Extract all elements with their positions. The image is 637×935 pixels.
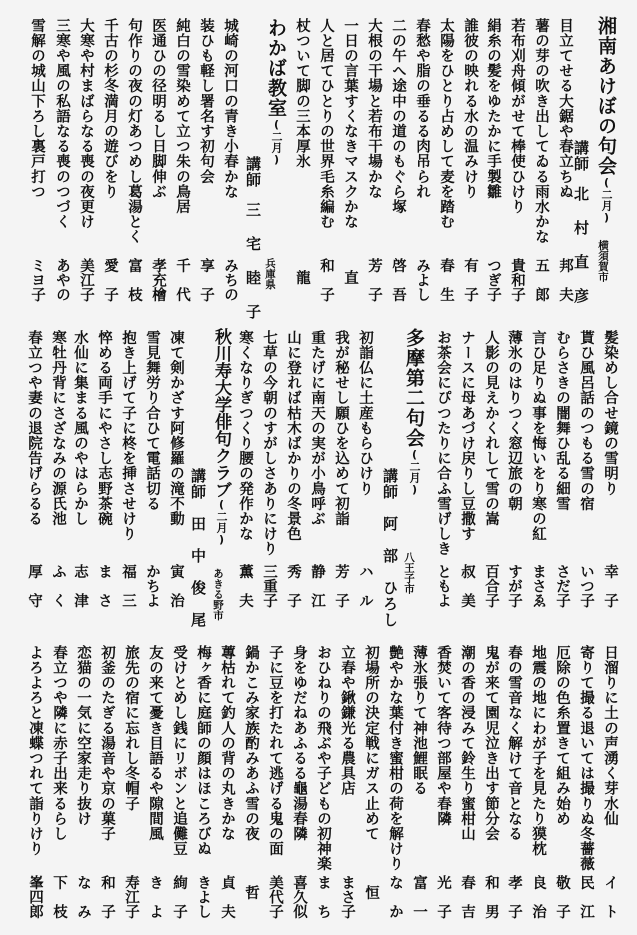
poem-author: ともよ xyxy=(435,564,451,608)
poem-text: 凍て剣かざす阿修羅の滝不動 xyxy=(168,330,184,527)
poem-author: 和 子 xyxy=(99,875,115,919)
section-title-akigawa-kotobuki xyxy=(209,328,233,546)
poem-author: ま さ xyxy=(96,564,112,608)
poem-author: 有 子 xyxy=(462,258,478,302)
poem-text: ナースに母あづけ戻りし豆撒す xyxy=(459,330,475,542)
poem-text: 艶やかな葉付き蜜柑の荷を解けり xyxy=(387,645,403,872)
poem-text: 大根の干場と若布干場かな xyxy=(366,18,382,200)
poem-text: よろよろと凍蝶つれて詣りけり xyxy=(27,645,43,857)
poem-text: 杖ついて脚の三本厚氷 xyxy=(294,18,310,169)
poem-author: 富 枝 xyxy=(126,258,142,302)
poem-text: 純白の雪染めて立つ朱の鳥居 xyxy=(174,18,190,215)
poem-author: 哲 xyxy=(243,885,259,900)
poem-author: 叔 美 xyxy=(459,564,475,608)
poem-text: 若布刈舟傾がせて棒使ひけり xyxy=(509,18,525,215)
poem-text: 山に登れば枯木ばかりの冬景色 xyxy=(285,330,301,542)
teacher-label: 講師 xyxy=(189,468,207,500)
poem-text: 絹糸の髪をゆたかに手製雛 xyxy=(485,18,501,200)
poem-author: 幸 子 xyxy=(602,564,618,608)
section-title-shonan-akebono xyxy=(594,16,618,224)
poem-text: 太陽をひとり占めして麦を踏む xyxy=(438,18,454,230)
poem-author: な み xyxy=(75,875,91,919)
poem-author: 千 代 xyxy=(174,258,190,302)
poem-text: 悴める両手にやさし志野茶碗 xyxy=(96,330,112,527)
poem-author: ミヨ子 xyxy=(29,258,45,302)
teacher-label: 講師 xyxy=(244,156,262,188)
poem-text: 受けとめし銭にリボンと追儺豆 xyxy=(171,645,187,857)
poem-author: 直 xyxy=(342,270,358,285)
poem-text: 初詣仏に土産もらひけり xyxy=(357,330,373,497)
poem-text: 薄氷張りて神池鯉眠る xyxy=(411,645,427,796)
poem-author: ふ く xyxy=(50,564,66,608)
poem-author: 民 江 xyxy=(578,875,594,919)
section-month: (二月) xyxy=(408,448,421,496)
poem-author: 富 一 xyxy=(411,875,427,919)
poem-author: 啓 吾 xyxy=(390,258,406,302)
poem-author: 寅 治 xyxy=(168,564,184,608)
poem-author: 志 津 xyxy=(72,564,88,608)
poem-text: 身をゆだねあふるる龜湯春隣 xyxy=(291,645,307,842)
poem-text: 香焚いて客待つ部屋や春隣 xyxy=(435,645,451,827)
teacher-place: 八王子市 xyxy=(403,552,415,594)
poem-author: 貴和子 xyxy=(509,258,525,302)
poem-text: 春立つや隣に赤子出来るらし xyxy=(51,645,67,842)
poem-text: 初場所の決定戦にガス止めて xyxy=(363,645,379,842)
poem-text: 重たげに南天の実が小鳥呼ぶ xyxy=(309,330,325,527)
poem-author: 静 江 xyxy=(309,564,325,608)
teacher-name: 田 中 俊 尾 xyxy=(189,516,207,628)
poem-text: 梅ヶ香に庭師の顔はほころびぬ xyxy=(195,645,211,857)
poem-author: いつ子 xyxy=(578,564,594,608)
poem-text: お茶会にぴつたりに合ふ雪げしき xyxy=(435,330,451,557)
poem-author: 薫 夫 xyxy=(237,564,253,608)
band-middle xyxy=(0,328,637,628)
poem-author: 良 治 xyxy=(530,875,546,919)
section-title-tama-daini xyxy=(402,328,426,496)
band-bottom xyxy=(0,645,637,935)
poem-author: き よ xyxy=(147,875,163,919)
poem-text: おひねりの飛ぶや子どもの初神楽 xyxy=(315,645,331,872)
poem-author: 享 子 xyxy=(198,258,214,302)
poem-text: 一日の言葉すくなきマスクかな xyxy=(342,18,358,230)
poem-text: 大寒や村まばらなる喪の夜更け xyxy=(78,18,94,230)
teacher-name: 北 村 直 彦 xyxy=(572,186,590,305)
poem-author: ハ ル xyxy=(357,564,373,608)
poem-text: 鍋かこみ家族酌みあふ雪の夜 xyxy=(243,645,259,842)
poem-author: 孝充檜 xyxy=(150,258,166,302)
poem-text: 雪解の城山下ろし裏戸打つ xyxy=(29,18,45,200)
poem-author: みちの xyxy=(222,258,238,302)
section-title-text: 多摩第二句会 xyxy=(403,328,425,448)
poem-author: 百合子 xyxy=(483,564,499,608)
poem-text: 子に豆を打たれて逃げる鬼の面 xyxy=(267,645,283,857)
poem-text: 誰彼の映れる水の温みけり xyxy=(462,18,478,200)
poem-author: 芳 子 xyxy=(333,564,349,608)
section-title-text: わかば教室 xyxy=(265,18,287,118)
section-title-wakaba xyxy=(264,18,288,166)
poem-author: ま ち xyxy=(315,875,331,919)
poem-author: 芳 子 xyxy=(366,258,382,302)
poem-author: 三重子 xyxy=(261,564,277,608)
poem-author: 愛 子 xyxy=(102,258,118,302)
poem-text: 人影の見えかくれして雪の嵩 xyxy=(483,330,499,527)
teacher-place: 横須賀市 xyxy=(597,240,609,282)
poem-author: 喜久似 xyxy=(291,875,307,919)
poem-text: 髪染めし合せ鏡の雪明り xyxy=(602,330,618,497)
poem-author: イ ト xyxy=(602,875,618,919)
poem-text: 寒くなりぎつくり腰の発作かな xyxy=(237,330,253,542)
poem-author: さだ子 xyxy=(554,564,570,608)
poem-author: 光 子 xyxy=(435,875,451,919)
teacher-name: 三 宅 睦 子 xyxy=(244,202,262,321)
poem-author: まさ子 xyxy=(339,875,355,919)
poem-author: 恒 xyxy=(363,885,379,900)
poem-author: 下 枝 xyxy=(51,875,67,919)
teacher-name: 阿 部 ひろし xyxy=(381,516,399,628)
poem-author: あやの xyxy=(54,258,70,302)
poem-text: 旅先の宿に忘れし冬帽子 xyxy=(123,645,139,812)
poem-text: 抱き上げて子に柊を挿させけり xyxy=(120,330,136,542)
poem-text: 我が秘せし願ひを込めて初詣 xyxy=(333,330,349,527)
section-title-text: 湘南あけぼの句会 xyxy=(595,16,617,176)
poem-author: 孝 子 xyxy=(506,875,522,919)
poem-author: 絢 子 xyxy=(171,875,187,919)
poem-text: 蓴枯れて釣人の背の丸きかな xyxy=(219,645,235,842)
poem-text: むらさきの闇舞ひ乱る細雪 xyxy=(554,330,570,512)
poem-author: 秀 子 xyxy=(285,564,301,608)
poem-text: 目立てせる大鋸や春立ちぬ xyxy=(557,18,573,200)
poem-author: 龍 xyxy=(294,270,310,285)
poem-author: まさゑ xyxy=(530,564,546,608)
poem-author: 春 吉 xyxy=(459,875,475,919)
poem-author: 和 子 xyxy=(318,258,334,302)
poem-text: 立春や鍬鎌光る農具店 xyxy=(339,645,355,796)
poem-author: 峯四郎 xyxy=(27,875,43,919)
poem-author: 和 男 xyxy=(483,875,499,919)
poem-text: 春の雪音なく解けて音となる xyxy=(506,645,522,842)
poem-text: 潮の香の浸みて鈴生り蜜柑山 xyxy=(459,645,475,842)
poem-text: 地震の地にわが子を見たり獏枕 xyxy=(530,645,546,857)
poem-text: 貰ひ風呂話のつもる雪の宿 xyxy=(578,330,594,512)
section-month: (二月) xyxy=(600,176,613,224)
poem-text: 春愁や脂の垂るる肉吊られ xyxy=(414,18,430,200)
section-month: (二月) xyxy=(270,118,283,166)
poem-text: 人と居てひとりの世界毛糸編む xyxy=(318,18,334,230)
poem-text: 言ひ足りぬ事を悔いをり寒の紅 xyxy=(530,330,546,542)
poem-text: 三寒や風の私語なる喪のつづく xyxy=(54,18,70,230)
poem-text: 初釜のたぎる湯音や京の菓子 xyxy=(99,645,115,842)
band-top xyxy=(0,12,637,321)
poem-text: 薄氷のはりつく窓辺旅の朝 xyxy=(506,330,522,512)
poem-text: 句作りの夜の灯あつめし葛湯とく xyxy=(126,18,142,245)
poem-author: かちよ xyxy=(144,564,160,608)
teacher-label: 講師 xyxy=(572,140,590,172)
poem-text: 日溜りに土の声湧く芽水仙 xyxy=(602,645,618,827)
poem-author: 美江子 xyxy=(78,258,94,302)
poem-author: 美代子 xyxy=(267,875,283,919)
poem-author: きよし xyxy=(195,875,211,919)
section-title-text: 秋川寿大学俳句クラブ xyxy=(211,328,231,498)
poem-author: つぎ子 xyxy=(485,258,501,302)
poem-text: 厄除の色糸置きて組み始め xyxy=(554,645,570,827)
poem-author: 敬 子 xyxy=(554,875,570,919)
poem-text: 薯の芽の吹き出してゐる雨水かな xyxy=(533,18,549,245)
poem-author: 福 三 xyxy=(120,564,136,608)
poem-text: 七草の今朝のすがしさありにけり xyxy=(261,330,277,557)
poem-text: 友の来て憂き目語るや隙間風 xyxy=(147,645,163,842)
poem-text: 恋猫の一気に空家走り抜け xyxy=(75,645,91,827)
poem-author: すが子 xyxy=(506,564,522,608)
section-month: (二月) xyxy=(215,498,228,546)
poem-text: 寄りて撮る退いては撮りぬ冬薔薇 xyxy=(578,645,594,872)
teacher-place: 兵庫県 xyxy=(264,258,276,290)
poem-text: 寒牡丹背にさざなみの源氏池 xyxy=(50,330,66,527)
club-place: あきる野市 xyxy=(212,568,224,621)
poem-author: 邦 夫 xyxy=(557,258,573,302)
poem-author: 寿江子 xyxy=(123,875,139,919)
poem-text: 医通ひの径明るし日脚伸ぶ xyxy=(150,18,166,200)
poem-text: 城崎の河口の青き小春かな xyxy=(222,18,238,200)
teacher-label: 講師 xyxy=(381,468,399,500)
poem-text: 二の午へ途中の道のもぐら塚 xyxy=(390,18,406,215)
poem-text: 春立つや妻の退院告げらるる xyxy=(26,330,42,527)
poem-author: みよし xyxy=(414,258,430,302)
poem-author: な か xyxy=(387,875,403,919)
poem-author: 厚 守 xyxy=(26,564,42,608)
poem-text: 水仙に集まる風のやはらかし xyxy=(72,330,88,527)
poem-author: 貞 夫 xyxy=(219,875,235,919)
poem-author: 五 郎 xyxy=(533,258,549,302)
poem-text: 千古の杉冬満月の遊びをり xyxy=(102,18,118,200)
poem-text: 装ひも軽し署名す初句会 xyxy=(198,18,214,185)
poem-author: 春 生 xyxy=(438,258,454,302)
poem-text: 雪見舞労り合ひて電話切る xyxy=(144,330,160,512)
poem-text: 鬼が来て園児泣き出す節分会 xyxy=(483,645,499,842)
